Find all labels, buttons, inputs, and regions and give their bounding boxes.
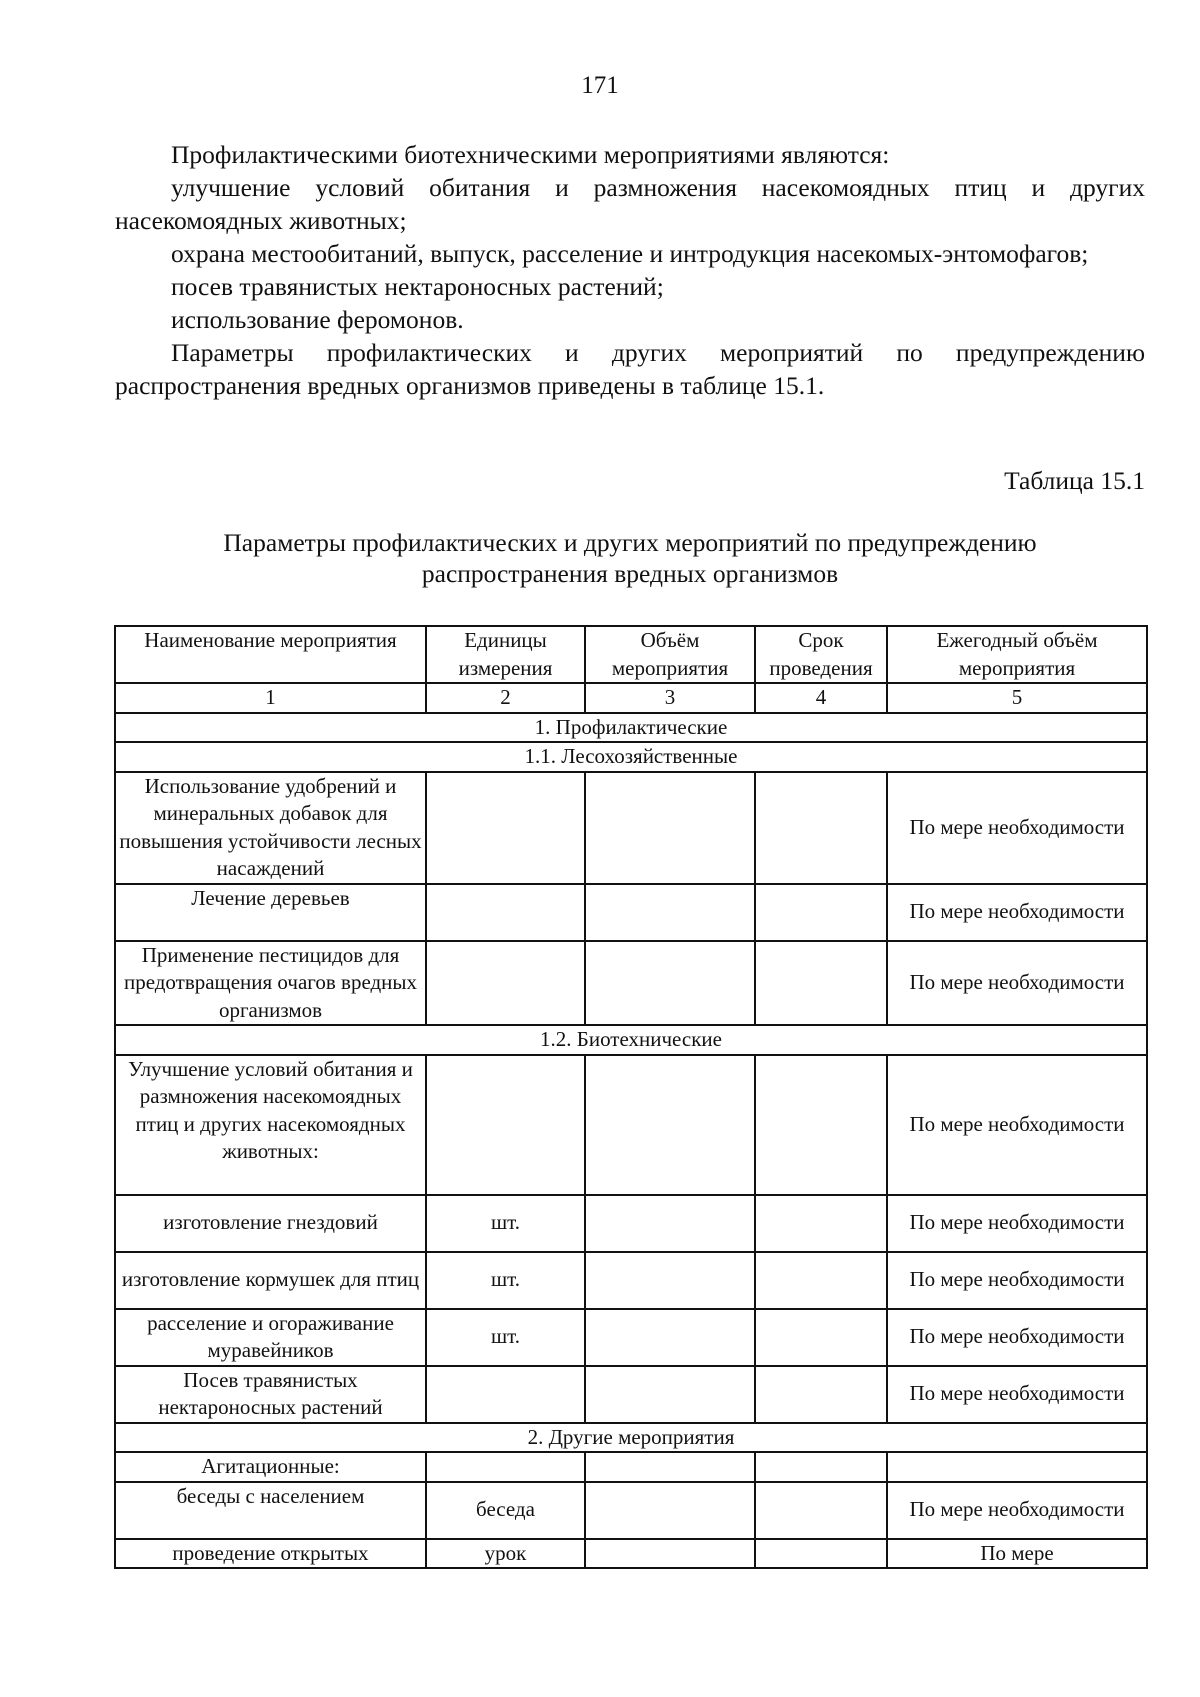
body-text bbox=[115, 138, 1145, 402]
term-cell bbox=[755, 1195, 887, 1252]
header-cell: Срок проведения bbox=[755, 626, 887, 683]
header-cell: Единицы измерения bbox=[426, 626, 585, 683]
term-cell bbox=[755, 1055, 887, 1195]
measure-name: Улучшение условий обитания и размножения насекомоядных птиц и других насекомоядных животных: bbox=[115, 1055, 426, 1195]
term-cell bbox=[755, 1252, 887, 1309]
volume-cell bbox=[585, 1452, 755, 1482]
table-row bbox=[115, 1539, 1147, 1569]
volume-cell bbox=[585, 1482, 755, 1539]
table-row bbox=[115, 1309, 1147, 1366]
annual-volume-cell: По мере необходимости bbox=[887, 1252, 1147, 1309]
unit-cell: шт. bbox=[426, 1309, 585, 1366]
unit-cell: беседа bbox=[426, 1482, 585, 1539]
section-row bbox=[115, 1423, 1147, 1453]
table-row bbox=[115, 1252, 1147, 1309]
unit-cell: шт. bbox=[426, 1252, 585, 1309]
paragraph: посев травянистых нектароносных растений; bbox=[171, 272, 664, 301]
column-number: 5 bbox=[887, 683, 1147, 713]
column-number: 2 bbox=[426, 683, 585, 713]
unit-cell bbox=[426, 941, 585, 1026]
measure-name: беседы с населением bbox=[115, 1482, 426, 1539]
volume-cell bbox=[585, 1309, 755, 1366]
header-cell: Ежегодный объём мероприятия bbox=[887, 626, 1147, 683]
volume-cell bbox=[585, 941, 755, 1026]
header-cell: Наименование мероприятия bbox=[115, 626, 426, 683]
table-row bbox=[115, 772, 1147, 884]
volume-cell bbox=[585, 1195, 755, 1252]
header-row bbox=[115, 626, 1147, 683]
table-row bbox=[115, 941, 1147, 1026]
table-row bbox=[115, 1055, 1147, 1195]
header-cell: Объём мероприятия bbox=[585, 626, 755, 683]
column-number: 4 bbox=[755, 683, 887, 713]
term-cell bbox=[755, 1309, 887, 1366]
measure-name: Посев травянистых нектароносных растений bbox=[115, 1366, 426, 1423]
table-row bbox=[115, 1452, 1147, 1482]
subsection-heading: 1.2. Биотехнические bbox=[115, 1025, 1147, 1055]
annual-volume-cell: По мере необходимости bbox=[887, 941, 1147, 1026]
table-title-line: Параметры профилактических и других мероприятий по предупреждению bbox=[223, 528, 1037, 557]
measure-name: Использование удобрений и минеральных добавок для повышения устойчивости лесных насаждений bbox=[115, 772, 426, 884]
paragraph: использование феромонов. bbox=[171, 305, 464, 334]
annual-volume-cell: По мере bbox=[887, 1539, 1147, 1569]
unit-cell: урок bbox=[426, 1539, 585, 1569]
table-row bbox=[115, 1195, 1147, 1252]
annual-volume-cell: По мере необходимости bbox=[887, 1055, 1147, 1195]
table-row bbox=[115, 1482, 1147, 1539]
measure-name: Лечение деревьев bbox=[115, 884, 426, 941]
page-number: 171 bbox=[581, 72, 619, 99]
subsection-heading: 1.1. Лесохозяйственные bbox=[115, 742, 1147, 772]
table-caption: Таблица 15.1 bbox=[1004, 466, 1145, 495]
paragraph: охрана местообитаний, выпуск, расселение и интродукция насекомых-энтомофагов; bbox=[171, 239, 1089, 268]
column-number-row bbox=[115, 683, 1147, 713]
volume-cell bbox=[585, 772, 755, 884]
term-cell bbox=[755, 1366, 887, 1423]
section-heading: 1. Профилактические bbox=[115, 713, 1147, 743]
annual-volume-cell: По мере необходимости bbox=[887, 1482, 1147, 1539]
unit-cell bbox=[426, 1452, 585, 1482]
column-number: 3 bbox=[585, 683, 755, 713]
unit-cell: шт. bbox=[426, 1195, 585, 1252]
unit-cell bbox=[426, 1366, 585, 1423]
table-row bbox=[115, 884, 1147, 941]
annual-volume-cell: По мере необходимости bbox=[887, 1309, 1147, 1366]
annual-volume-cell: По мере необходимости bbox=[887, 772, 1147, 884]
unit-cell bbox=[426, 772, 585, 884]
measure-name: изготовление кормушек для птиц bbox=[115, 1252, 426, 1309]
section-heading: 2. Другие мероприятия bbox=[115, 1423, 1147, 1453]
term-cell bbox=[755, 884, 887, 941]
table-title bbox=[115, 527, 1145, 589]
subsection-row bbox=[115, 1025, 1147, 1055]
section-row bbox=[115, 713, 1147, 743]
volume-cell bbox=[585, 1366, 755, 1423]
term-cell bbox=[755, 1539, 887, 1569]
unit-cell bbox=[426, 1055, 585, 1195]
table-row bbox=[115, 1366, 1147, 1423]
measure-name: Применение пестицидов для предотвращения очагов вредных организмов bbox=[115, 941, 426, 1026]
volume-cell bbox=[585, 1539, 755, 1569]
measures-table bbox=[114, 625, 1148, 1569]
volume-cell bbox=[585, 884, 755, 941]
term-cell bbox=[755, 1482, 887, 1539]
term-cell bbox=[755, 941, 887, 1026]
table-title-line: распространения вредных организмов bbox=[421, 559, 839, 588]
subsection-row bbox=[115, 742, 1147, 772]
paragraph: Параметры профилактических и других мероприятий по предупреждению распространения вредных организмов приведены в таблице 15.1. bbox=[115, 338, 1145, 400]
annual-volume-cell: По мере необходимости bbox=[887, 884, 1147, 941]
volume-cell bbox=[585, 1252, 755, 1309]
measure-name: проведение открытых bbox=[115, 1539, 426, 1569]
measure-name: Агитационные: bbox=[115, 1452, 426, 1482]
paragraph: улучшение условий обитания и размножения насекомоядных птиц и других насекомоядных животных; bbox=[115, 173, 1145, 235]
unit-cell bbox=[426, 884, 585, 941]
measure-name: расселение и огораживание муравейников bbox=[115, 1309, 426, 1366]
column-number: 1 bbox=[115, 683, 426, 713]
measure-name: изготовление гнездовий bbox=[115, 1195, 426, 1252]
term-cell bbox=[755, 772, 887, 884]
term-cell bbox=[755, 1452, 887, 1482]
annual-volume-cell: По мере необходимости bbox=[887, 1366, 1147, 1423]
annual-volume-cell: По мере необходимости bbox=[887, 1195, 1147, 1252]
paragraph: Профилактическими биотехническими мероприятиями являются: bbox=[171, 140, 890, 169]
annual-volume-cell bbox=[887, 1452, 1147, 1482]
volume-cell bbox=[585, 1055, 755, 1195]
